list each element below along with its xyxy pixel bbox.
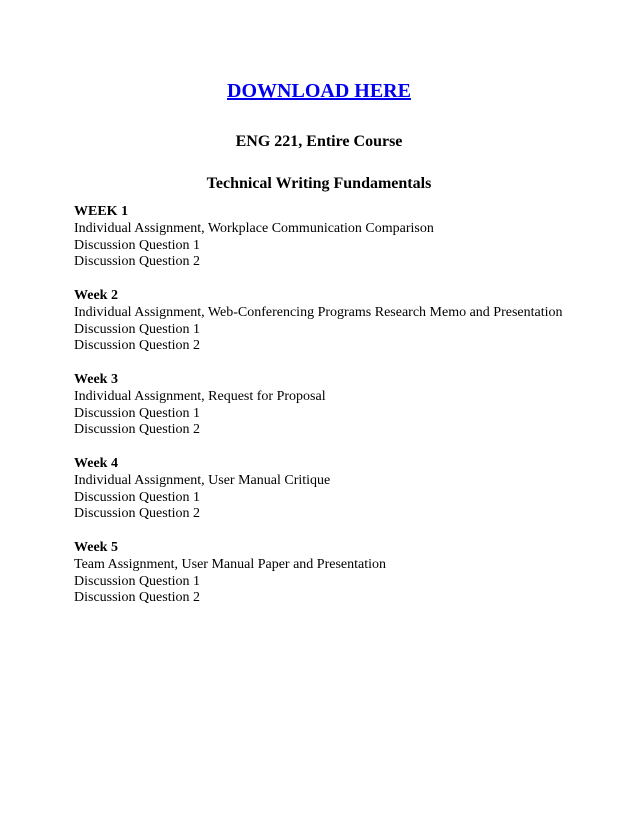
week-item: Individual Assignment, User Manual Critique xyxy=(74,472,331,488)
week-item: Discussion Question 2 xyxy=(74,506,200,522)
week-item: Individual Assignment, Workplace Communication Comparison xyxy=(74,220,434,236)
week-heading: Week 4 xyxy=(74,455,118,471)
course-title-heading: Technical Writing Fundamentals xyxy=(206,175,432,192)
week-heading: Week 3 xyxy=(74,371,118,387)
week-item: Individual Assignment, Request for Proposal xyxy=(74,388,326,404)
week-item: Discussion Question 1 xyxy=(74,321,200,337)
week-item: Discussion Question 2 xyxy=(74,338,200,354)
week-item: Discussion Question 2 xyxy=(74,590,200,606)
week-heading: WEEK 1 xyxy=(74,204,129,219)
week-item: Individual Assignment, Web-Conferencing Programs Research Memo and Presentation xyxy=(74,304,563,320)
week-section xyxy=(74,456,574,523)
course-syllabus xyxy=(74,204,574,624)
week-heading: Week 2 xyxy=(74,287,118,303)
week-section xyxy=(74,372,574,439)
week-section xyxy=(74,204,574,271)
week-item: Discussion Question 1 xyxy=(74,405,200,421)
week-item: Discussion Question 2 xyxy=(74,422,200,438)
week-item: Discussion Question 2 xyxy=(74,254,200,270)
week-heading: Week 5 xyxy=(74,539,118,555)
week-section xyxy=(74,540,574,607)
week-item: Discussion Question 1 xyxy=(74,573,200,589)
week-section xyxy=(74,288,574,355)
week-item: Discussion Question 1 xyxy=(74,237,200,253)
course-code-heading: ENG 221, Entire Course xyxy=(235,133,403,150)
week-item: Discussion Question 1 xyxy=(74,489,200,505)
download-here-link[interactable]: DOWNLOAD HERE xyxy=(227,80,411,102)
week-item: Team Assignment, User Manual Paper and Presentation xyxy=(74,556,387,572)
